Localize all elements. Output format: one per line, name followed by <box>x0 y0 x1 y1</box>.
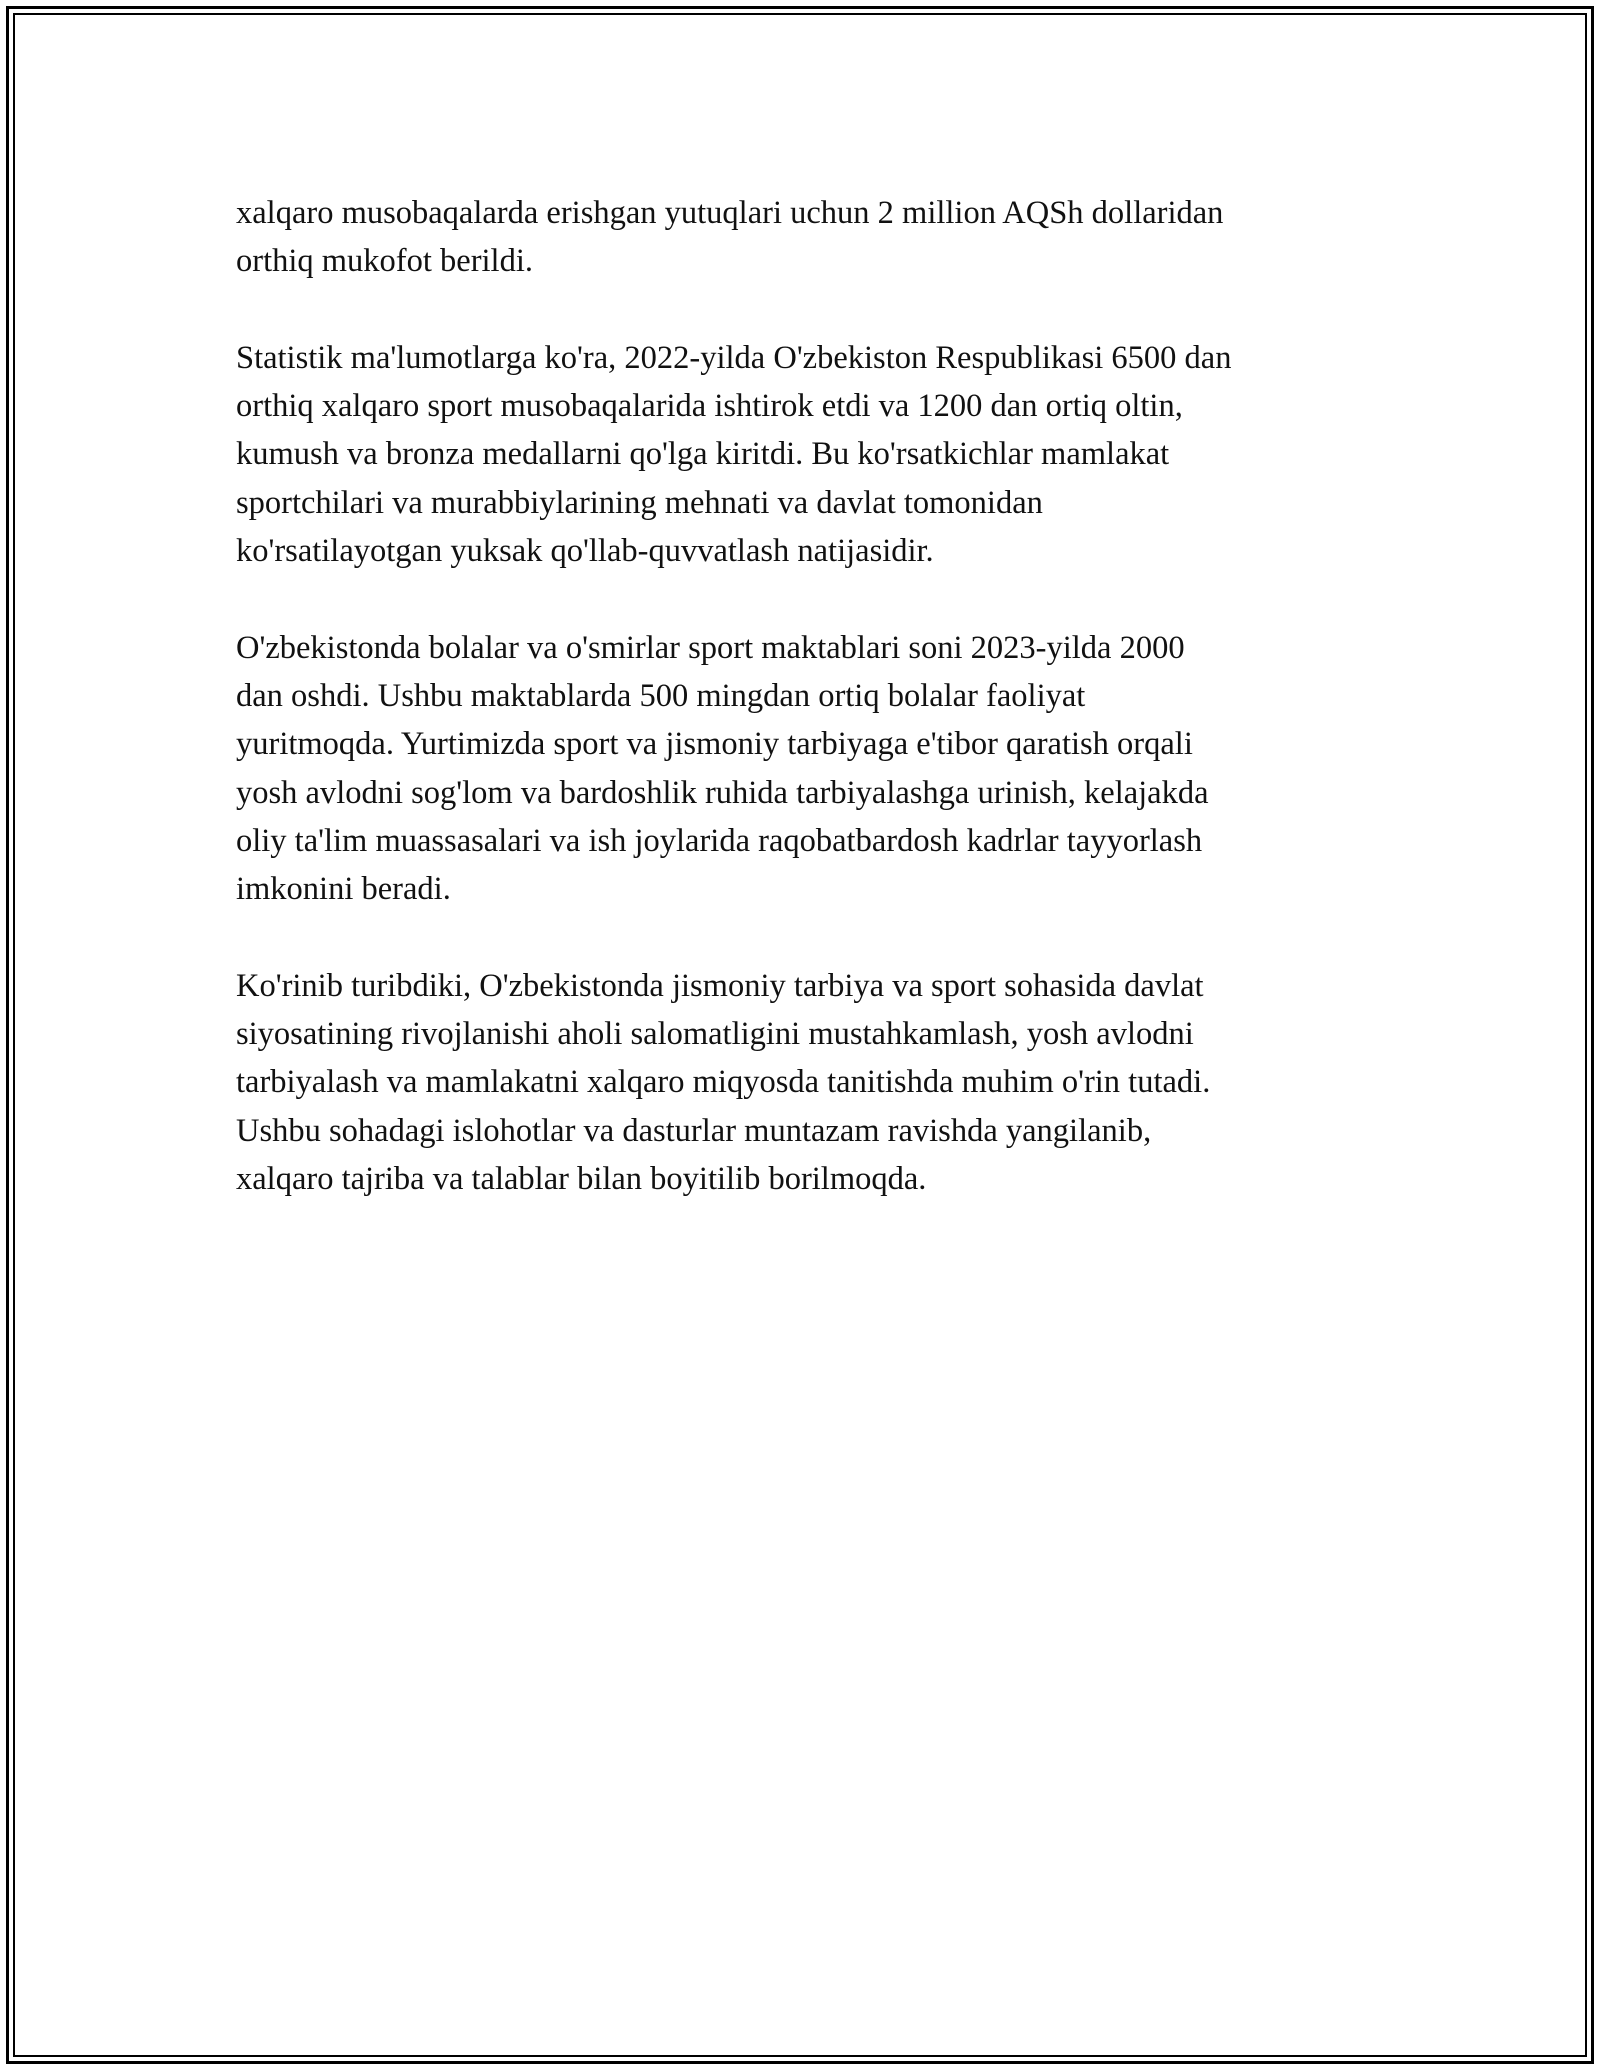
paragraph-conclusion: Ko'rinib turibdiki, O'zbekistonda jismoniy tarbiya va sport sohasida davlat siyosatining rivojlanishi aholi salomatligini mustahkamlash, yosh avlodni tarbiyalash va mamlakatni xalqaro miqyosda tanitishda muhim o'rin tutadi. Ushbu sohadagi islohotlar va dasturlar muntazam ravishda yangilanib, xalqaro tajriba va talablar bilan boyitilib borilmoqda. <box>236 967 1211 1197</box>
document-body <box>236 189 1376 1203</box>
paragraph-sport-schools: O'zbekistonda bolalar va o'smirlar sport maktablari soni 2023-yilda 2000 dan oshdi. Ushbu maktablarda 500 mingdan ortiq bolalar faoliyat yuritmoqda. Yurtimizda sport va jismoniy tarbiyaga e'tibor qaratish orqali yosh avlodni sog'lom va bardoshlik ruhida tarbiyalashga urinish, kelajakda oliy ta'lim muassasalari va ish joylarida raqobatbardosh kadrlar tayyorlash imkonini beradi. <box>236 629 1209 908</box>
paragraph-statistics: Statistik ma'lumotlarga ko'ra, 2022-yilda O'zbekiston Respublikasi 6500 dan orthiq xalqaro sport musobaqalarida ishtirok etdi va 1200 dan ortiq oltin, kumush va bronza medallarni qo'lga kiritdi. Bu ko'rsatkichlar mamlakat sportchilari va murabbiylarining mehnati va davlat tomonidan ko'rsatilayotgan yuksak qo'llab-quvvatlash natijasidir. <box>236 339 1232 570</box>
paragraph-award: xalqaro musobaqalarda erishgan yutuqlari uchun 2 million AQSh dollaridan orthiq mukofot berildi. <box>236 195 1224 280</box>
